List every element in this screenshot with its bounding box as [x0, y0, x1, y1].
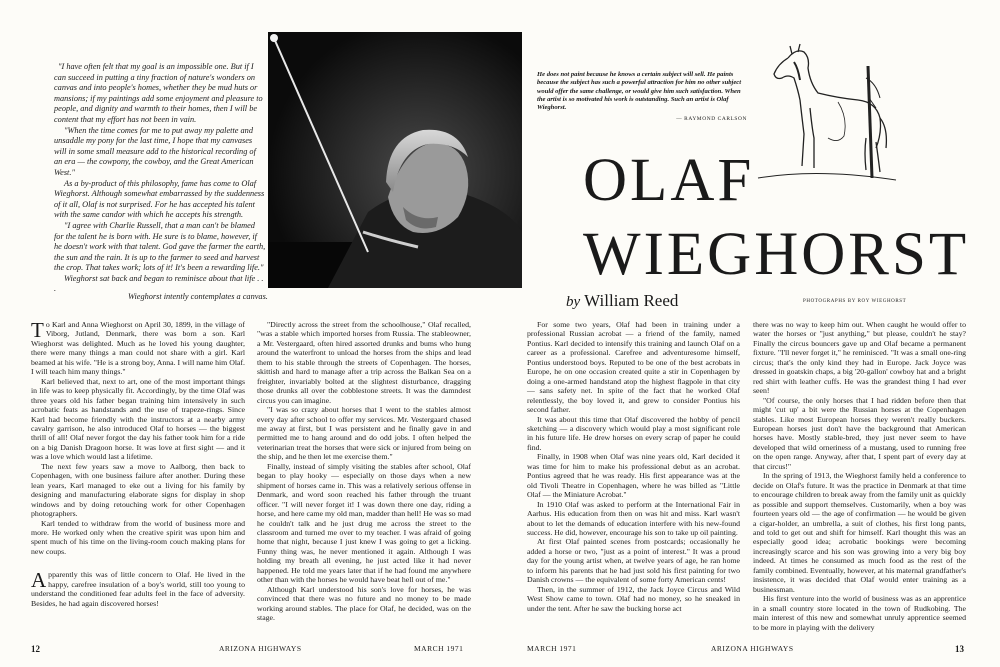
- quote-paragraph: As a by-product of this philosophy, fame has come to Olaf Wieghorst. Although somewhat embarrassed by the suddenness of it all, Olaf is not surprised. For he has accepted his talent with the same candor with which he accepts his strength.: [54, 178, 265, 220]
- opening-quote: [54, 62, 266, 295]
- paragraph: For some two years, Olaf had been in training under a professional Russian acrobat — a friend of the family, named Pontius. Karl decided to intensify this training and launch Olaf on a career as a professional. Carefree and adventuresome himself, Pontius understood boys. Reputed to be one of the best acrobats in Europe, he on one occasion created quite a stir in Copenhagen by doing a one-armed handstand atop the highest flagpole in that city — sans safety net. In spite of the fact that he worked Olaf relentlessly, the boy loved it, and grew to consider Pontius his second father.: [527, 320, 740, 415]
- left-magazine-name: ARIZONA HIGHWAYS: [219, 644, 302, 653]
- paragraph: Although Karl understood his son's love for horses, he was convinced that there was no future and no money to be made working around stables. The place for Olaf, he decided, was on the stage.: [257, 584, 471, 623]
- quote-paragraph: "I agree with Charlie Russell, that a man can't be blamed for the talent he is born with. He sure is to blame, however, if he doesn't work with that talent. God gave the farmer the earth, the sun and the rain. It is up to the farmer to seed and harvest the crop. That takes work; lots of it! It's been a rewarding life.": [54, 220, 266, 273]
- right-page-number: 13: [955, 644, 964, 654]
- intro-source: — RAYMOND CARLSON: [676, 116, 747, 123]
- paragraph: His first venture into the world of business was as an apprentice in a small country store located in the town of Rudkobing. The main interest of this new and somewhat unruly apprentice seemed to be more in playing with the delivery: [753, 594, 966, 632]
- paragraph: [31, 320, 245, 377]
- photo-credit: PHOTOGRAPHS BY ROY WIEGHORST: [803, 299, 907, 304]
- paragraph: Karl believed that, next to art, one of the most important things in life was to keep physically fit. Accordingly, by the time Olaf was three years old his father began training him intensively in such acrobatic feats as handstands and the use of trapeze-rings. Since Karl had become friendly with the instructors at a nearby army cavalry garrison, he also introduced Olaf to horses — the biggest thrill of all! Olaf never forgot the day his father took him for a ride on a big Danish Dragoon horse. It was love at first sight — and it was a love which would last a lifetime.: [31, 376, 245, 462]
- paragraph: "I was so crazy about horses that I went to the stables almost every day after school to offer my services. Mr. Vestergaard chased me away at first, but I was persistent and he finally gave in and permitted me to hang around and do odd jobs. I often helped the veterinarian treat the horses that were sick or injured from being on the ship, and he then let me exercise them.": [257, 405, 471, 462]
- left-issue-date: MARCH 1971: [414, 644, 464, 653]
- paragraph: It was about this time that Olaf discovered the hobby of pencil sketching — a discovery which would play a most significant role in his future life. He drew horses on every scrap of paper he could find.: [527, 414, 740, 452]
- photo-caption: Wieghorst intently contemplates a canvas.: [128, 292, 268, 301]
- artist-photo: [268, 32, 522, 288]
- drop-cap: A: [31, 568, 47, 593]
- horse-sketch-image: [748, 38, 898, 188]
- paragraph: "Directly across the street from the schoolhouse," Olaf recalled, "was a stable which imported horses from Russia. The stableowner, a Mr. Vestergaard, often hired assorted drunks and bums who hung around the waterfront to unload the horses from the ships and lead them to his stable through the streets of Copenhagen. The horses, skittish and hard to manage after a trip across the Balkan Sea on a freighter, invariably bolted at the slightest disturbance, dragging those drunks all over the cobblestone streets. It was the damndest circus you can imagine.: [257, 320, 471, 405]
- paragraph: Finally, in 1908 when Olaf was nine years old, Karl decided it was time for him to make his professional debut as an acrobat. Pontius agreed that he was ready. His first appearance was at the old Tivoli Theatre in Copenhagen, where he was billed as "Little Olaf — the Miniature Acrobat.": [527, 452, 740, 500]
- article-title-line1: OLAF: [583, 147, 755, 214]
- author-name: William Reed: [584, 291, 679, 310]
- paragraph: [31, 570, 245, 608]
- intro-text: He does not paint because he knows a certain subject will sell. He paints because the subject has such a powerful attraction for him no other subject would offer the same challenge, or would give him such satisfaction. When the artist is so motivated his work is outstanding. Such an artist is Olaf Wieghorst.: [537, 71, 742, 112]
- paragraph: Karl tended to withdraw from the world of business more and more. He worked only when the creative spirit was upon him and spent much of his time on the living-room couch making plans for new coups.: [31, 518, 245, 556]
- paragraph-text: o Karl and Anna Wieghorst on April 30, 1899, in the village of Viborg, Jutland, Denmark, there was born a son. Karl Wieghorst was delighted. Much as he loved his young daughter, there were many things a man could not share with a girl. Karl beamed at his wife. "He is a strong boy, Anna. I will name him Olaf. I will teach him many things.": [31, 320, 245, 377]
- horse-sketch-illustration: [748, 38, 898, 188]
- artist-photo-image: [268, 32, 522, 288]
- byline-prefix: by: [566, 294, 581, 310]
- paragraph: In the spring of 1913, the Wieghorst family held a conference to decide on Olaf's future. It was the practice in Denmark at that time to encourage children to break away from the family unit as quickly as possible and support themselves. Customarily, when a boy was fourteen years old — the age of confirmation — he would be given a cigar-holder, an umbrella, a suit of clothes, his first long pants, and told to get out and shift for himself. Karl thought this was an especially good idea; acrobatic bookings were becoming increasingly scarce and his son was growing into a very big boy indeed. At times he consumed as much food as the rest of the family combined. Eventually, however, at his maternal grandfather's insistence, it was decided that Olaf would enter training as a businessman.: [753, 471, 966, 594]
- left-page-number: 12: [31, 644, 40, 654]
- paragraph: The next few years saw a move to Aalborg, then back to Copenhagen, with one business failure after another. During these lean years, Karl managed to eke out a living for his family by designing and manufacturing elaborate signs for display in shop windows and by doing retouching work for other Copenhagen photographers.: [31, 461, 245, 519]
- article-title-line2: WIEGHORST: [583, 221, 970, 288]
- body-column-2: [257, 320, 471, 623]
- paragraph: there was no way to keep him out. When caught he would offer to water the horses or "just anything," but please, couldn't he stay? Finally the circus bouncers gave up and Olaf became a permanent fixture. "I'll never forget it," he reminisced. "It was a small one-ring circus; that's the only kind they had in Europe. Jack Joyce was dressed in goatskin chaps, a big '20-gallon' cowboy hat and a bright red shirt with leather cuffs. He was the grandest thing I had ever seen!: [753, 320, 966, 396]
- paragraph: Then, in the summer of 1912, the Jack Joyce Circus and Wild West Show came to town. Olaf had no money, so he sneaked in under the tent. After he saw the bucking horse act: [527, 584, 740, 613]
- body-column-3: [527, 320, 740, 613]
- paragraph: "Of course, the only horses that I had ridden before then that might 'cut up' a bit were the Russian horses at the Copenhagen stables. Like most European horses they weren't really buckers. European horses just don't have the background that American horses have. Mostly stable-bred, they just never seem to have developed that wild orneriness of a mustang, used to running free on the open range. Anyway, after that, I spent part of every day at that circus!": [753, 395, 966, 471]
- right-magazine-name: ARIZONA HIGHWAYS: [711, 644, 794, 653]
- drop-cap: T: [31, 318, 44, 342]
- body-column-4: [753, 320, 966, 632]
- paragraph: Finally, instead of simply visiting the stables after school, Olaf began to play hooky — especially on those days when a new shipment of horses came in. This was a relatively serious offense in Denmark, and word soon reached his father through the truant officer. "I will never forget it! I was down there one day, riding a horse, and here came my old man, madder than hell! He was so mad he couldn't talk and he just drug me across the street to the classroom and turned me over to my teacher. I was afraid of going home that night, because I just knew I was going to get a licking. Funny thing was, he never mentioned it again. Although I was holding my breath all evening, he just acted like it had never happened. He told me years later that if he had found me anywhere other than with the horses he would have beat hell out of me.": [257, 461, 471, 585]
- paragraph-text: pparently this was of little concern to Olaf. He lived in the happy, carefree insulation of a boy's world, still too young to understand the conditioned fear adults feel in the face of adversity. Besides, he had again discovered horses!: [31, 570, 245, 608]
- section-break: [31, 556, 245, 570]
- paragraph: At first Olaf painted scenes from postcards; occasionally he added a horse or two, "just as a point of interest." It was a proud day for the young artist when, at twelve years of age, he ran home to inform his parents that he had just sold his first painting for two Danish crowns — the equivalent of some forty American cents!: [527, 537, 740, 585]
- editor-intro: [537, 71, 747, 124]
- right-issue-date: MARCH 1971: [527, 644, 577, 653]
- byline: [566, 291, 678, 311]
- body-column-1: [31, 320, 245, 608]
- quote-paragraph: "When the time comes for me to put away my palette and unsaddle my pony for the last time, I hope that my canvases will in some small measure add to the historical recording of an era — the cowpony, the cowboy, and the Great American West.": [54, 125, 256, 177]
- quote-paragraph: "I have often felt that my goal is an impossible one. But if I can succeed in putting a tiny fraction of nature's wonders on canvas and into people's homes, whether they be mud huts or mansions; if my paintings add some enjoyment and pleasure to people, and dignity and warmth to their homes, then I will be content that my effort has not been in vain.: [54, 62, 263, 124]
- quote-paragraph: Wieghorst sat back and began to reminisce about that life . . .: [54, 273, 264, 294]
- paragraph: In 1910 Olaf was asked to perform at the International Fair in Aarhus. His education from then on was hit and miss. Karl wasn't about to let the demands of education interfere with his new-found success. He did, however, encourage his son to take up oil painting.: [527, 499, 740, 537]
